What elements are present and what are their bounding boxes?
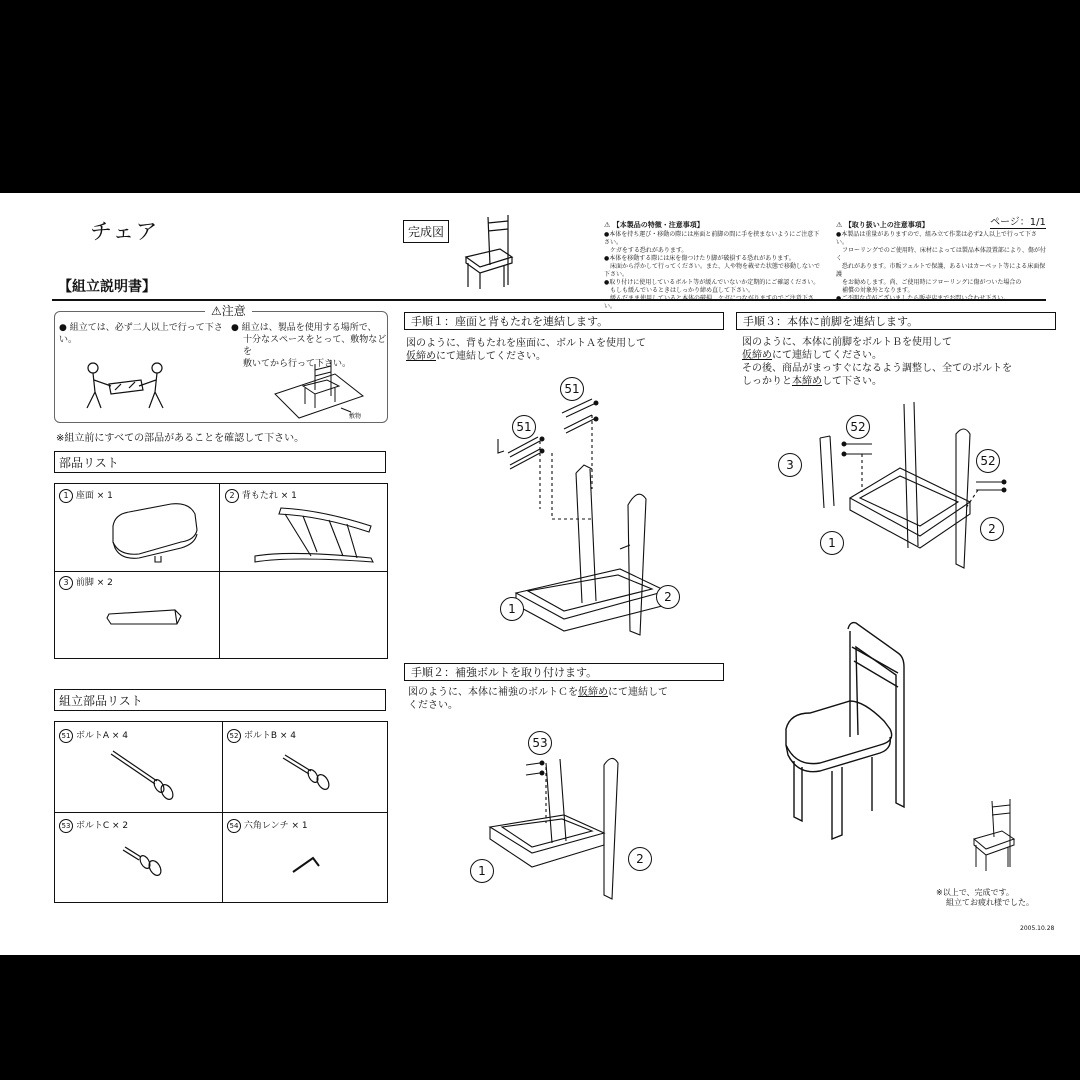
warning2-line: 恐れがあります。市販フェルトで保護、あるいはカーペット等による床面保護 — [836, 263, 1046, 278]
warning2-line: をお勧めします。尚、ご使用時にフローリングに傷がついた場合の — [836, 279, 1022, 286]
warning2-title: 【取り扱い上の注意事項】 — [844, 221, 929, 229]
hex-wrench-label — [227, 818, 308, 833]
step3-diagram — [780, 398, 1010, 588]
bolt-b-text: ボルトB × 4 — [243, 731, 297, 741]
callout-1-step1: 1 — [500, 597, 524, 621]
step2-heading: 手順２：補強ボルトを取り付けます。 — [404, 663, 724, 681]
warning2-line: 補償の対象外となります。 — [836, 287, 914, 294]
step2-text — [408, 686, 668, 712]
front-leg-illustration — [105, 604, 195, 634]
callout-51-b: 51 — [512, 415, 536, 439]
step3-text-line: その後、商品がまっすぐになるよう調整し、全てのボルトを — [742, 363, 1012, 374]
finished-chair-small-illustration — [970, 797, 1020, 873]
step2-temp-tighten: 仮締め — [578, 687, 608, 698]
manual-label: 【組立説明書】 — [58, 279, 156, 295]
step3-heading: 手順３：本体に前脚を連結します。 — [736, 312, 1056, 330]
part-2-label — [225, 488, 297, 503]
part-2-text: 背もたれ × 1 — [241, 491, 297, 501]
step2-text-b: にて連結して — [608, 687, 668, 698]
page-title: チェア — [90, 220, 159, 245]
bolt-b-label — [227, 728, 296, 743]
part-3-label — [59, 575, 113, 590]
bolt-b-icon — [279, 752, 339, 792]
assembly-parts-grid — [54, 721, 388, 903]
callout-2-step3: 2 — [980, 517, 1004, 541]
warning1-line: もしも緩んでいるときはしっかり締め直して下さい。 — [604, 287, 755, 294]
finished-chair-illustration — [780, 617, 920, 842]
backrest-illustration — [251, 502, 381, 568]
chair-on-mat-illustration — [269, 356, 369, 420]
callout-53: 53 — [528, 731, 552, 755]
warning1-title: 【本製品の特徴・注意事項】 — [612, 221, 704, 229]
step3-temp-tighten: 仮締め — [742, 350, 772, 361]
callout-2-step1: 2 — [656, 585, 680, 609]
step2-text-a: 図のように、本体に補強のボルトＣを — [408, 687, 578, 698]
callout-2-step2: 2 — [628, 847, 652, 871]
warning2-line: ●本製品は重量がありますので、組み立て作業は必ず2人以上で行って下さい。 — [836, 231, 1037, 246]
step1-heading: 手順１：座面と背もたれを連結します。 — [404, 312, 724, 330]
caution-item-2-line: 組立は、製品を使用する場所で、 — [241, 323, 377, 333]
bolt-c-label — [59, 818, 128, 833]
caution-title — [205, 302, 252, 319]
assembly-parts-heading: 組立部品リスト — [54, 689, 386, 711]
warning1-line: 緩んだまま使用していると本体の破損、ケガにつながりますのでご注意下さい。 — [604, 295, 814, 310]
part-3-text: 前脚 × 2 — [75, 578, 113, 588]
product-warning-block — [604, 221, 824, 311]
parts-check-note: ※組立前にすべての部品があることを確認して下さい。 — [56, 433, 305, 444]
warning1-line: ●本体を移動する際には床を傷つけたり脚が破損する恐れがあります。 — [604, 255, 795, 262]
callout-1-step2: 1 — [470, 859, 494, 883]
step3-text — [742, 336, 1012, 388]
two-people-carrying-illustration — [77, 358, 173, 414]
finish-line-1: ※以上で、完成です。 — [936, 888, 1014, 897]
bolt-c-text: ボルトC × 2 — [75, 821, 129, 831]
mat-label: 敷物 — [349, 413, 362, 420]
bolt-c-number: 53 — [59, 819, 73, 833]
callout-52-a: 52 — [846, 415, 870, 439]
part-1-number: 1 — [59, 489, 73, 503]
caution-box — [54, 304, 388, 423]
warning2-line: フローリングでのご使用時、床材によっては製品本体設置部により、傷が付く — [836, 247, 1046, 262]
step2-text-line: ください。 — [408, 700, 458, 711]
handling-warning-block — [836, 221, 1046, 303]
warning2-line: ●ご不明な点がございましたら販売店までお問い合わせ下さい。 — [836, 295, 1010, 302]
warning-triangle-icon: ⚠ — [211, 304, 222, 318]
part-2-number: 2 — [225, 489, 239, 503]
step1-text-rest: にて連結してください。 — [436, 351, 546, 362]
step1-temp-tighten: 仮締め — [406, 351, 436, 362]
step3-final-tighten: 本締め — [792, 376, 822, 387]
step3-text-a: しっかりと — [742, 376, 792, 387]
parts-list-heading: 部品リスト — [54, 451, 386, 473]
step3-text-rest: にて連結してください。 — [772, 350, 882, 361]
instruction-sheet — [0, 193, 1080, 955]
caution-item-1: ● 組立ては、必ず二人以上で行って下さい。 — [59, 323, 223, 345]
callout-52-b: 52 — [976, 449, 1000, 473]
warning1-line: ケガをする恐れがあります。 — [604, 247, 688, 254]
bolt-a-label — [59, 728, 128, 743]
bolt-c-icon — [119, 842, 169, 882]
step3-text-b: して下さい。 — [822, 376, 882, 387]
callout-51-a: 51 — [560, 377, 584, 401]
complete-chair-thumbnail — [460, 213, 520, 291]
complete-diagram-label: 完成図 — [403, 220, 449, 243]
step3-text-line: 図のように、本体に前脚をボルトＢを使用して — [742, 337, 952, 348]
warning-triangle-icon: ⚠ — [604, 221, 611, 229]
page-number: ページ：1/1 — [990, 213, 1046, 229]
caution-item-2: ● 組立は、製品を使用する場所で、 十分なスペースをとって、敷物などを 敷いてから行って下さい。 — [231, 323, 387, 369]
hex-wrench-text: 六角レンチ × 1 — [243, 821, 308, 831]
hex-wrench-number: 54 — [227, 819, 241, 833]
parts-list-grid — [54, 483, 388, 659]
caution-item-1-text: 組立ては、必ず二人以上で行って下さい。 — [59, 323, 223, 345]
bolt-a-text: ボルトA × 4 — [75, 731, 129, 741]
caution-item-2-line: 敷いてから行って下さい。 — [243, 359, 352, 369]
callout-1-step3: 1 — [820, 531, 844, 555]
step1-text-line: 図のように、背もたれを座面に、ボルトＡを使用して — [406, 338, 646, 349]
bolt-a-icon — [109, 750, 179, 800]
finish-line-2: 組立てお疲れ様でした。 — [946, 898, 1034, 907]
step1-text — [406, 337, 646, 363]
callout-3: 3 — [778, 453, 802, 477]
part-1-text: 座面 × 1 — [75, 491, 113, 501]
warning1-line: ●取り付けに使用しているボルト等が緩んでいないか定期的にご確認ください。 — [604, 279, 820, 286]
part-3-number: 3 — [59, 576, 73, 590]
finish-message — [936, 888, 1034, 908]
caution-title-text: 注意 — [221, 304, 246, 318]
caution-item-2-line: 十分なスペースをとって、敷物などを — [243, 335, 387, 357]
seat-illustration — [105, 500, 205, 568]
hex-wrench-icon — [289, 848, 329, 878]
step2-diagram — [480, 723, 660, 903]
warning1-line: 床面から浮かして行ってください。また、人や物を載せた状態で移動しないで下さい。 — [604, 263, 821, 278]
bolt-b-number: 52 — [227, 729, 241, 743]
document-date: 2005.10.28 — [1020, 925, 1055, 932]
warning1-line: ●本体を持ち運び・移動の際には座面と前脚の間に手を挟まないようにご注意下さい。 — [604, 231, 820, 246]
bolt-a-number: 51 — [59, 729, 73, 743]
warning-triangle-icon: ⚠ — [836, 221, 843, 229]
